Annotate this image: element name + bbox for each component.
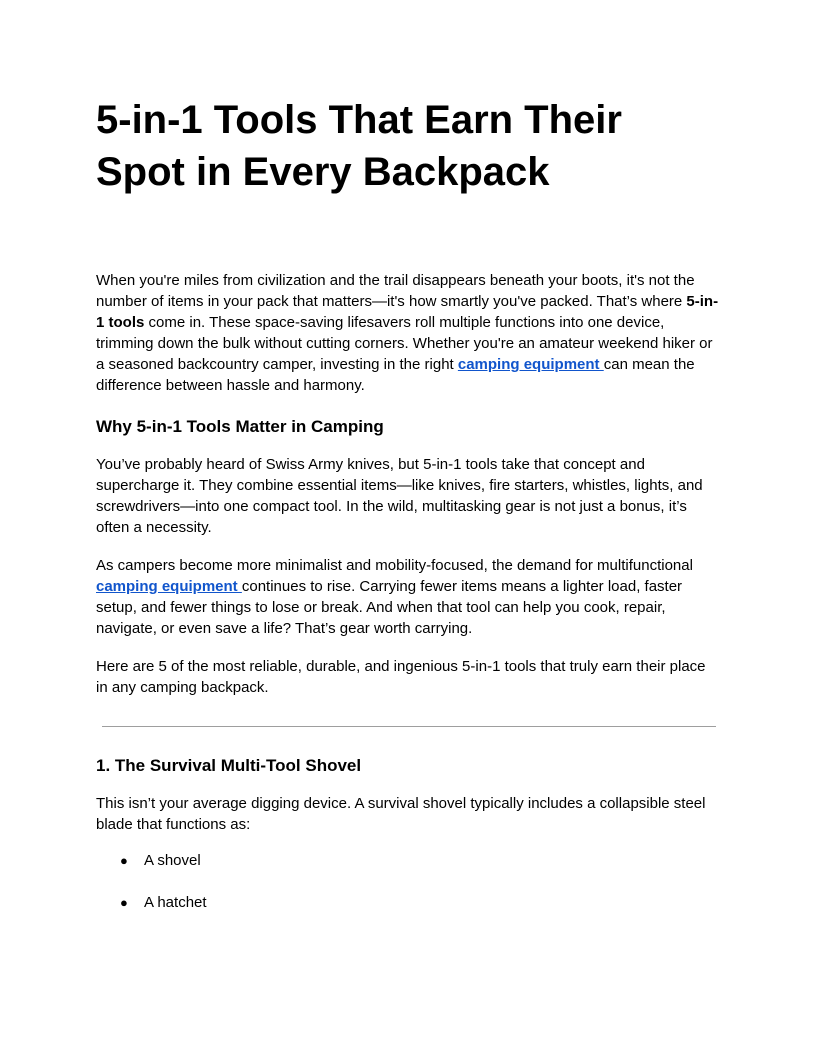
why-p2-text-1: As campers become more minimalist and mobility-focused, the demand for multifunctional [96, 557, 693, 574]
list-item-label: A shovel [144, 852, 201, 869]
shovel-paragraph-1: This isn’t your average digging device. A survival shovel typically includes a collapsible steel blade that functions as: [96, 795, 706, 833]
list-item [96, 850, 720, 892]
intro-text-1: When you're miles from civilization and the trail disappears beneath your boots, it's not the number of items in your pack that matters—it's how smartly you've packed. That’s where [96, 272, 695, 310]
list-item-label: A hatchet [144, 894, 207, 911]
section-heading-shovel: 1. The Survival Multi-Tool Shovel [96, 756, 362, 775]
section-heading-why: Why 5-in-1 Tools Matter in Camping [96, 417, 384, 436]
intro-text-3: can mean the difference between hassle and harmony. [96, 356, 695, 394]
horizontal-divider [102, 726, 716, 727]
bullet-icon: ● [120, 853, 128, 868]
list-item [96, 892, 720, 934]
camping-equipment-link[interactable]: camping equipment [457, 356, 604, 373]
feature-bullet-list [96, 850, 720, 934]
why-paragraph-3: Here are 5 of the most reliable, durable, and ingenious 5-in-1 tools that truly earn their place in any camping backpack. [96, 658, 706, 696]
why-paragraph-1: You’ve probably heard of Swiss Army knives, but 5-in-1 tools take that concept and supercharge it. They combine essential items—like knives, fire starters, whistles, lights, and screwdrivers—into one compact tool. In the wild, multitasking gear is not just a bonus, it’s often a necessity. [96, 456, 703, 536]
bullet-icon: ● [120, 895, 128, 910]
intro-bold-term: 5-in-1 tools [96, 293, 719, 331]
why-paragraph-2 [96, 555, 720, 639]
intro-text-2: come in. These space-saving lifesavers roll multiple functions into one device, trimming down the bulk without cutting corners. Whether you're an amateur weekend hiker or a seasoned backcountry camper, investing in the right [96, 314, 713, 373]
why-p2-text-2: continues to rise. Carrying fewer items means a lighter load, faster setup, and fewer things to lose or break. And when that tool can help you cook, repair, navigate, or even save a life? That’s gear worth carrying. [96, 578, 683, 637]
intro-paragraph [96, 270, 720, 396]
camping-equipment-link-2[interactable]: camping equipment [96, 578, 242, 595]
page-title: 5-in-1 Tools That Earn Their Spot in Every Backpack [96, 98, 622, 194]
